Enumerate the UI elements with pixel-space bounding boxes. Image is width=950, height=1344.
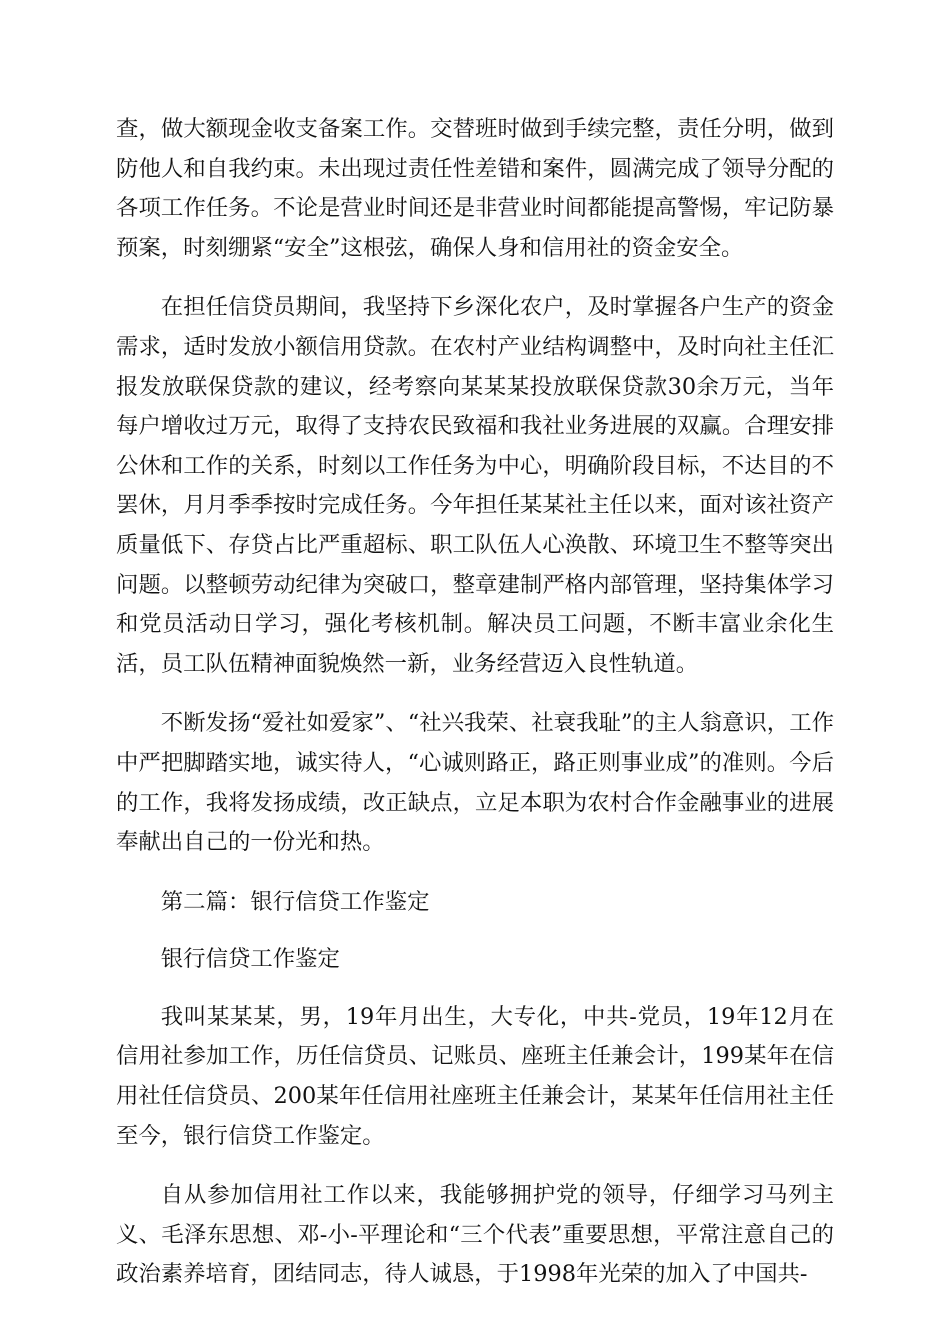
paragraph-3: 不断发扬“爱社如爱家”、“社兴我荣、社衰我耻”的主人翁意识，工作中严把脚踏实地，诚实待人，“心诚则路正，路正则事业成”的准则。今后的工作，我将发扬成绩，改正缺点，立足本职为农村合作金融事业的进展奉献出自己的一份光和热。 [116, 710, 834, 856]
paragraph-1: 查，做大额现金收支备案工作。交替班时做到手续完整，责任分明，做到防他人和自我约束。未出现过责任性差错和案件，圆满完成了领导分配的各项工作任务。不论是营业时间还是非营业时间都能提高警惕，牢记防暴预案，时刻绷紧“安全”这根弦，确保人身和信用社的资金安全。 [116, 116, 834, 261]
paragraph-5: 自从参加信用社工作以来，我能够拥护党的领导，仔细学习马列主义、毛泽东思想、邓-小-平理论和“三个代表”重要思想，平常注意自己的政治素养培育，团结同志，待人诚恳，于1998年光荣的加入了中国共- [116, 1182, 834, 1288]
document-page [116, 110, 834, 1315]
paragraph-2: 在担任信贷员期间，我坚持下乡深化农户，及时掌握各户生产的资金需求，适时发放小额信用贷款。在农村产业结构调整中，及时向社主任汇报发放联保贷款的建议，经考察向某某某投放联保贷款30余万元，当年每户增收过万元，取得了支持农民致福和我社业务进展的双赢。合理安排公休和工作的关系，时刻以工作任务为中心，明确阶段目标，不达目的不罢休，月月季季按时完成任务。今年担任某某社主任以来，面对该社资产质量低下、存贷占比严重超标、职工队伍人心涣散、环境卫生不整等突出问题。以整顿劳动纪律为突破口，整章建制严格内部管理，坚持集体学习和党员活动日学习，强化考核机制。解决员工问题，不断丰富业余化生活，员工队伍精神面貌焕然一新，业务经营迈入良性轨道。 [116, 294, 834, 677]
section-title: 银行信贷工作鉴定 [160, 946, 340, 973]
section-heading: 第二篇：银行信贷工作鉴定 [160, 888, 430, 915]
paragraph-4: 我叫某某某，男，19年月出生，大专化，中共-党员，19年12月在信用社参加工作，历任信贷员、记账员、座班主任兼会计，199某年在信用社任信贷员、200某年任信用社座班主任兼会计，某某年任信用社主任至今，银行信贷工作鉴定。 [116, 1003, 834, 1149]
